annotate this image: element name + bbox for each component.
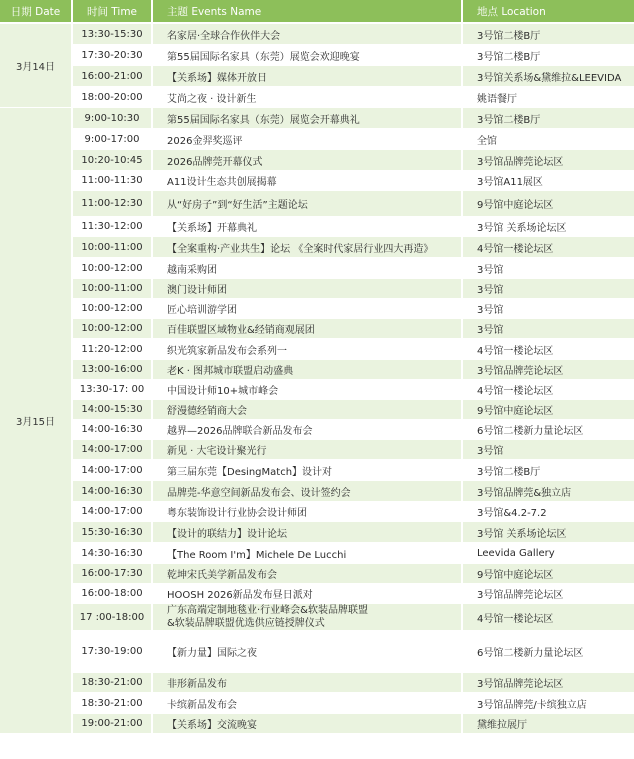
event-cell: 【关系场】开幕典礼 <box>153 217 463 237</box>
event-cell: 百佳联盟区域物业&经销商观展团 <box>153 319 463 339</box>
table-row <box>0 481 634 502</box>
table-row <box>0 714 634 734</box>
location-cell: 6号馆二楼新力量论坛区 <box>463 631 634 673</box>
event-cell: 织光筑家新品发布会系列一 <box>153 339 463 360</box>
location-cell: 3号馆 <box>463 258 634 279</box>
event-cell: 【The Room I'm】Michele De Lucchi <box>153 543 463 564</box>
location-cell: 9号馆中庭论坛区 <box>463 400 634 420</box>
location-cell: 3号馆品牌莞论坛区 <box>463 360 634 380</box>
event-cell: 老K · 图邦城市联盟启动盛典 <box>153 360 463 380</box>
time-cell: 11:00-11:30 <box>73 171 153 191</box>
event-cell <box>153 604 463 631</box>
event-cell: A11设计生态共创展揭幕 <box>153 171 463 191</box>
time-cell: 10:00-11:00 <box>73 237 153 258</box>
location-cell: 3号馆二楼B厅 <box>463 24 634 45</box>
time-cell: 11:30-12:00 <box>73 217 153 237</box>
header-row <box>0 0 634 24</box>
event-cell: 舒漫德经销商大会 <box>153 400 463 420</box>
table-row <box>0 420 634 440</box>
location-cell: 6号馆二楼新力量论坛区 <box>463 420 634 440</box>
table-row <box>0 24 634 45</box>
time-cell: 16:00-17:30 <box>73 564 153 584</box>
table-row <box>0 237 634 258</box>
table-row <box>0 693 634 714</box>
header-location: 地点 Location <box>463 0 634 24</box>
location-cell: 9号馆中庭论坛区 <box>463 564 634 584</box>
table-row <box>0 522 634 543</box>
table-row <box>0 380 634 400</box>
time-cell: 10:00-12:00 <box>73 258 153 279</box>
location-cell: 3号馆品牌莞论坛区 <box>463 584 634 604</box>
table-row <box>0 150 634 171</box>
location-cell: 4号馆一楼论坛区 <box>463 380 634 400</box>
event-cell: 越界—2026品牌联合新品发布会 <box>153 420 463 440</box>
time-cell: 17 :00-18:00 <box>73 604 153 631</box>
table-row <box>0 460 634 481</box>
time-cell: 17:30-20:30 <box>73 45 153 66</box>
table-row <box>0 339 634 360</box>
time-cell: 14:00-17:00 <box>73 460 153 481</box>
event-cell: 【新力量】国际之夜 <box>153 631 463 673</box>
event-cell: 【全案重构·产业共生】论坛 《全案时代家居行业四大再造》 <box>153 237 463 258</box>
event-cell: 新见 · 大宅设计聚光行 <box>153 440 463 460</box>
event-cell: 中国设计师10+城市峰会 <box>153 380 463 400</box>
location-cell: 3号馆 <box>463 279 634 299</box>
table-row <box>0 360 634 380</box>
table-row <box>0 673 634 693</box>
event-cell: 第三届东莞【DesingMatch】设计对 <box>153 460 463 481</box>
location-cell: 3号馆 <box>463 440 634 460</box>
location-cell: 3号馆 关系场论坛区 <box>463 522 634 543</box>
event-cell: 卡缤新品发布会 <box>153 693 463 714</box>
event-cell: 第55届国际名家具（东莞）展览会欢迎晚宴 <box>153 45 463 66</box>
time-cell: 18:30-21:00 <box>73 693 153 714</box>
location-cell: 全馆 <box>463 129 634 150</box>
location-cell: 3号馆 <box>463 299 634 319</box>
event-cell: 乾坤宋氏美学新品发布会 <box>153 564 463 584</box>
location-cell: 9号馆中庭论坛区 <box>463 191 634 217</box>
location-cell: 姚语餐厅 <box>463 87 634 108</box>
time-cell: 14:00-15:30 <box>73 400 153 420</box>
time-cell: 14:00-17:00 <box>73 502 153 522</box>
time-cell: 16:00-18:00 <box>73 584 153 604</box>
location-cell: 3号馆品牌莞/卡缤独立店 <box>463 693 634 714</box>
location-cell: 黛维拉展厅 <box>463 714 634 734</box>
time-cell: 10:20-10:45 <box>73 150 153 171</box>
event-cell: 艾尚之夜 · 设计新生 <box>153 87 463 108</box>
time-cell: 10:00-12:00 <box>73 299 153 319</box>
table-row <box>0 45 634 66</box>
table-row <box>0 604 634 631</box>
event-line: &软装品牌联盟优选供应链授牌仪式 <box>167 618 325 629</box>
location-cell: 3号馆品牌莞&独立店 <box>463 481 634 502</box>
event-cell: 粤东装饰设计行业协会设计师团 <box>153 502 463 522</box>
location-cell: 4号馆一楼论坛区 <box>463 237 634 258</box>
event-cell: 【设计的联结力】设计论坛 <box>153 522 463 543</box>
event-cell: 澳门设计师团 <box>153 279 463 299</box>
time-cell: 16:00-21:00 <box>73 66 153 87</box>
event-cell: 【关系场】交流晚宴 <box>153 714 463 734</box>
location-cell: Leevida Gallery <box>463 543 634 564</box>
location-cell: 3号馆A11展区 <box>463 171 634 191</box>
time-cell: 11:00-12:30 <box>73 191 153 217</box>
event-cell: 第55届国际名家具（东莞）展览会开幕典礼 <box>153 108 463 129</box>
location-cell: 3号馆二楼B厅 <box>463 460 634 481</box>
location-cell: 4号馆一楼论坛区 <box>463 339 634 360</box>
event-cell: 非形新品发布 <box>153 673 463 693</box>
time-cell: 9:00-17:00 <box>73 129 153 150</box>
time-cell: 13:30-15:30 <box>73 24 153 45</box>
table-row <box>0 299 634 319</box>
time-cell: 15:30-16:30 <box>73 522 153 543</box>
event-cell: HOOSH 2026新品发布昼日派对 <box>153 584 463 604</box>
location-cell: 3号馆二楼B厅 <box>463 45 634 66</box>
event-cell: 【关系场】媒体开放日 <box>153 66 463 87</box>
event-cell: 越南采购团 <box>153 258 463 279</box>
time-cell: 11:20-12:00 <box>73 339 153 360</box>
table-row <box>0 66 634 87</box>
header-event: 主题 Events Name <box>153 0 463 24</box>
time-cell: 14:00-16:30 <box>73 420 153 440</box>
table-row <box>0 279 634 299</box>
location-cell: 3号馆品牌莞论坛区 <box>463 150 634 171</box>
time-cell: 18:00-20:00 <box>73 87 153 108</box>
location-cell: 3号馆关系场&黛维拉&LEEVIDA <box>463 66 634 87</box>
table-row <box>0 400 634 420</box>
table-row <box>0 584 634 604</box>
table-row <box>0 564 634 584</box>
event-cell: 2026金羿奖巡评 <box>153 129 463 150</box>
table-row <box>0 631 634 673</box>
table-row <box>0 191 634 217</box>
event-cell: 2026品牌莞开幕仪式 <box>153 150 463 171</box>
event-cell: 品牌莞-华意空间新品发布会、设计签约会 <box>153 481 463 502</box>
table-row <box>0 258 634 279</box>
date-cell: 3月14日 <box>0 24 73 108</box>
location-cell: 3号馆品牌莞论坛区 <box>463 673 634 693</box>
time-cell: 10:00-12:00 <box>73 319 153 339</box>
table-row <box>0 440 634 460</box>
table-header <box>0 0 634 24</box>
location-cell: 3号馆&4.2-7.2 <box>463 502 634 522</box>
table-body <box>0 24 634 734</box>
table-row <box>0 171 634 191</box>
time-cell: 13:00-16:00 <box>73 360 153 380</box>
table-row <box>0 502 634 522</box>
header-time: 时间 Time <box>73 0 153 24</box>
location-cell: 3号馆 关系场论坛区 <box>463 217 634 237</box>
time-cell: 14:30-16:30 <box>73 543 153 564</box>
header-date: 日期 Date <box>0 0 73 24</box>
time-cell: 19:00-21:00 <box>73 714 153 734</box>
event-line: 广东高端定制地毯业·行业峰会&软装品牌联盟 <box>167 605 368 616</box>
time-cell: 14:00-16:30 <box>73 481 153 502</box>
time-cell: 10:00-11:00 <box>73 279 153 299</box>
table-row <box>0 108 634 129</box>
table-row <box>0 87 634 108</box>
time-cell: 17:30-19:00 <box>73 631 153 673</box>
event-cell: 从“好房子”到“好生活”主题论坛 <box>153 191 463 217</box>
location-cell: 3号馆二楼B厅 <box>463 108 634 129</box>
time-cell: 9:00-10:30 <box>73 108 153 129</box>
event-cell: 匠心培训游学团 <box>153 299 463 319</box>
time-cell: 13:30-17: 00 <box>73 380 153 400</box>
time-cell: 18:30-21:00 <box>73 673 153 693</box>
location-cell: 3号馆 <box>463 319 634 339</box>
table-row <box>0 217 634 237</box>
date-cell: 3月15日 <box>0 108 73 734</box>
table-row <box>0 319 634 339</box>
event-cell: 名家居·全球合作伙伴大会 <box>153 24 463 45</box>
time-cell: 14:00-17:00 <box>73 440 153 460</box>
table-row <box>0 129 634 150</box>
location-cell: 4号馆一楼论坛区 <box>463 604 634 631</box>
table-row <box>0 543 634 564</box>
